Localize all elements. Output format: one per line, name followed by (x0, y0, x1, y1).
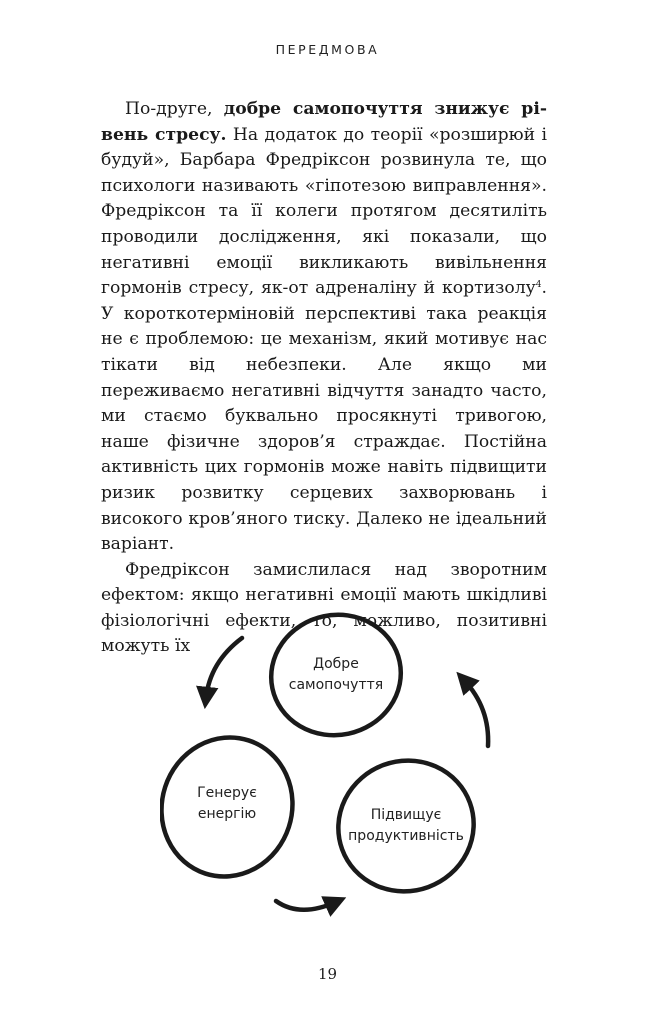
arrow-productivity-to-wellbeing (464, 680, 488, 746)
node-label-line: Добре (313, 656, 359, 672)
paragraph: Фредріксон замислилася над зворотним ефектом: якщо негативні емоції мають шкідливі фізіологічні ефекти, то, можливо, позитивні можуть їх (101, 559, 547, 657)
cycle-diagram-graphic (160, 600, 520, 920)
page-number: 19 (317, 965, 338, 983)
node-label-line: енергію (197, 806, 257, 822)
paragraph-lead: По-друге, (125, 99, 224, 119)
bold-thesis: добре самопочуття знижує рівень стресу. (101, 99, 547, 145)
arrow-wellbeing-to-energy (206, 638, 242, 698)
node-label-line: самопочуття (288, 677, 384, 693)
node-label-energy (162, 783, 292, 825)
running-head: ПЕРЕДМОВА (275, 42, 380, 57)
node-label-line: продуктивність (348, 828, 464, 844)
body-text (101, 97, 547, 660)
arrow-energy-to-productivity (276, 901, 336, 910)
node-label-line: Генерує (197, 785, 257, 801)
paragraph (101, 97, 547, 558)
node-label-line: Підвищує (370, 807, 442, 823)
paragraph-text: На додаток до теорії «розширюй і будуй», Барбара Фредріксон розвинула те, що психологи називають «гіпотезою виправлення». Фредріксон та її колеги протягом десятиліть проводили дослідження, які показали, що негативні емоції викликають вивільнення гормонів стресу, як-от адреналіну й кортизолу (101, 124, 547, 299)
paragraph-text-continued: . У короткотерміновій перспективі така реакція не є проблемою: це механізм, який мотивує нас тікати від небезпеки. Але якщо ми переживаємо негативні відчуття занадто часто, ми стаємо буквально просякнуті тривогою, наше фізичне здоров’я страждає. Постійна активність цих гормонів може навіть підвищити ризик розвитку серцевих захворювань і високого кров’яного тиску. Далеко не ідеальний варіант. (101, 278, 547, 555)
cycle-diagram (160, 600, 520, 920)
node-label-wellbeing (271, 654, 401, 696)
footnote-marker[interactable]: 4 (535, 280, 542, 291)
node-label-productivity (331, 805, 481, 847)
